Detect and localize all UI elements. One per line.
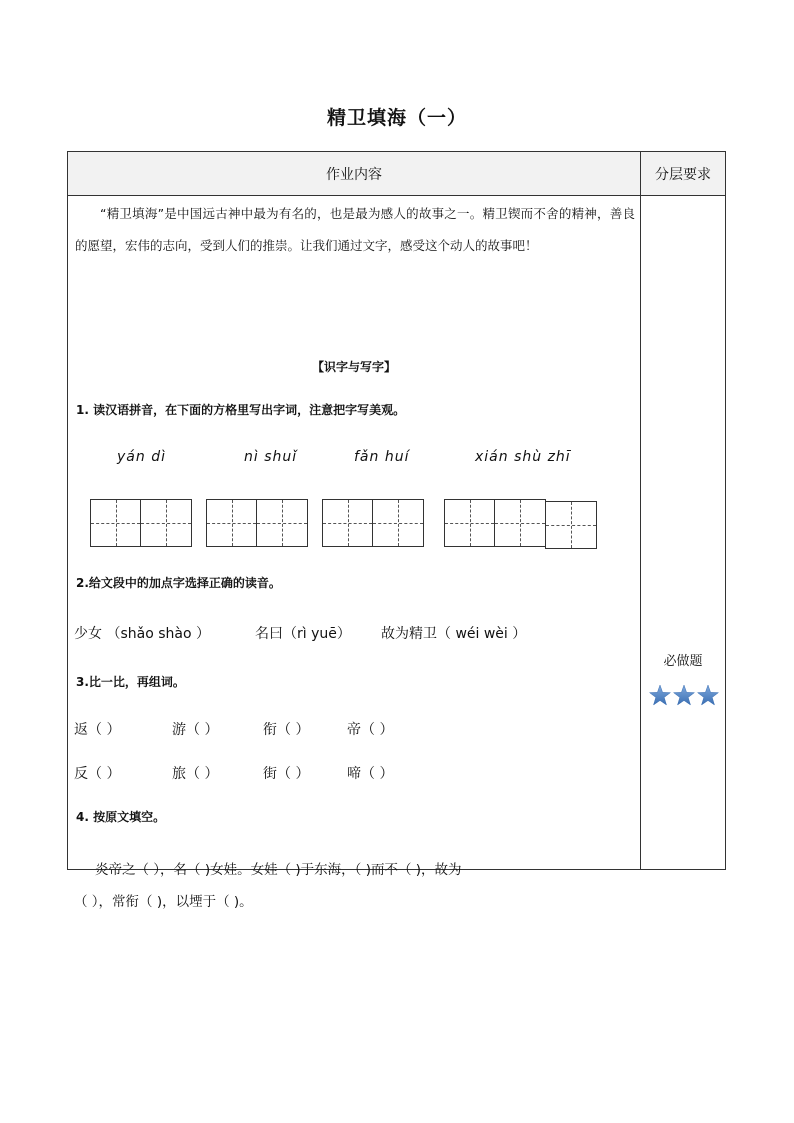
q3-r2-1: 反（ ） (74, 766, 121, 782)
writing-grid-1[interactable] (90, 499, 192, 547)
q2-item-3: 故为精卫（ wéi wèi ） (381, 626, 527, 642)
q2-label: 2.给文段中的加点字选择正确的读音。 (76, 576, 281, 590)
requirement-cell (641, 196, 726, 870)
header-requirement: 分层要求 (641, 152, 726, 196)
writing-grid-4[interactable] (444, 499, 546, 547)
q3-r2-2: 旅（ ） (172, 766, 219, 782)
grid-cell[interactable] (257, 500, 307, 546)
pinyin-1: yán dì (117, 449, 166, 465)
q4-line-1: 炎帝之（ ），名（ )女娃。女娃（ )于东海，（ )而不（ )，故为 (95, 862, 462, 878)
q3-r1-4: 帝（ ） (347, 722, 394, 738)
pinyin-4: xián shù zhī (475, 449, 571, 465)
q4-line-2: （ ），常衔（ )，以堙于（ )。 (74, 894, 253, 910)
content-cell (68, 196, 641, 910)
intro-paragraph: “精卫填海”是中国远古神中最为有名的，也是最为感人的故事之一。精卫锲而不舍的精神，善良的愿望，宏伟的志向，受到人们的推崇。让我们通过文字，感受这个动人的故事吧！ (75, 206, 635, 253)
grid-cell[interactable] (207, 500, 257, 546)
q3-r1-3: 衔（ ） (263, 722, 310, 738)
difficulty-stars (649, 684, 719, 710)
q3-r1-2: 游（ ） (172, 722, 219, 738)
writing-grid-3[interactable] (322, 499, 424, 547)
star-icon (674, 685, 695, 705)
grid-cell[interactable] (91, 500, 141, 546)
q3-r2-4: 啼（ ） (347, 766, 394, 782)
q3-r1-1: 返（ ） (74, 722, 121, 738)
section-title: 【识字与写字】 (311, 360, 396, 374)
q1-label: 1. 读汉语拼音，在下面的方格里写出字词，注意把字写美观。 (76, 403, 406, 417)
pinyin-2: nì shuǐ (244, 449, 298, 465)
grid-cell[interactable] (445, 500, 495, 546)
q2-item-2: 名曰（rì yuē） (255, 626, 351, 642)
page-title: 精卫填海（一） (326, 107, 467, 129)
grid-cell[interactable] (141, 500, 191, 546)
grid-cell[interactable] (495, 500, 545, 546)
star-icon (698, 685, 719, 705)
star-icon (650, 685, 671, 705)
header-content: 作业内容 (68, 152, 641, 196)
grid-cell[interactable] (373, 500, 423, 546)
homework-table (67, 151, 726, 910)
q4-label: 4. 按原文填空。 (76, 810, 166, 824)
requirement-label: 必做题 (663, 654, 703, 669)
writing-grid-4-extra[interactable] (545, 501, 597, 549)
q3-r2-3: 街（ ） (263, 766, 310, 782)
pinyin-3: fǎn huí (354, 449, 410, 465)
writing-grid-2[interactable] (206, 499, 308, 547)
grid-cell[interactable] (323, 500, 373, 546)
q3-label: 3.比一比，再组词。 (76, 675, 185, 689)
grid-cell[interactable] (546, 502, 596, 548)
q2-item-1: 少女 （shǎo shào ） (74, 626, 210, 642)
